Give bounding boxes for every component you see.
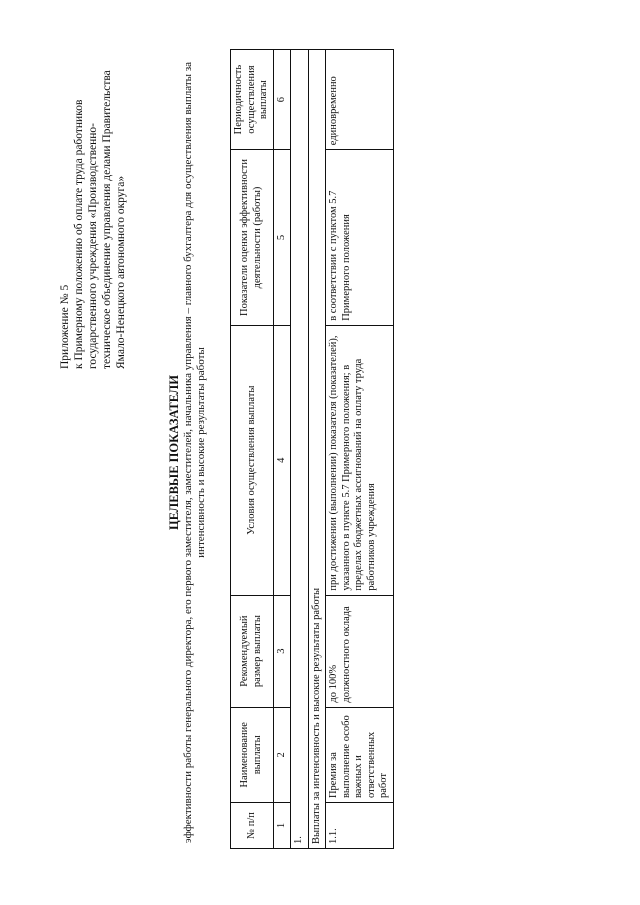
column-number: 2 [273, 707, 291, 802]
column-number: 1 [273, 803, 291, 849]
row-size: до 100% должностного оклада [326, 595, 394, 707]
header-indicators: Показатели оценки эффективности деятельности (работы) [231, 150, 274, 326]
document-subtitle: эффективности работы генерального директора, его первого заместителя, заместителей, начальника управления – главного бухгалтера для осуществления выплаты за интенсивность и высокие результаты работы [182, 61, 207, 844]
table-header-row [231, 50, 274, 849]
appendix-block [58, 69, 128, 369]
row-conditions: при достижении (выполнении) показателя (показателей), указанного в пункте 5.7 Примерного положения; в пределах бюджетных ассигнований на оплату труда работников учреждения [326, 325, 394, 595]
table-row [326, 50, 394, 849]
section-title: Выплаты за интенсивность и высокие результаты работы [308, 50, 326, 849]
section-title-row [308, 50, 326, 849]
document-heading [168, 60, 208, 845]
section-row [291, 50, 309, 849]
column-number-row [273, 50, 291, 849]
header-number: № п/п [231, 803, 274, 849]
appendix-number: Приложение № 5 [59, 284, 71, 369]
appendix-text: к Примерному положению об оплате труда работников государственного учреждения «Производственно-техническое объединение управления делами Правительства Ямало-Ненецкого автономного округа» [73, 70, 127, 369]
document-title: ЦЕЛЕВЫЕ ПОКАЗАТЕЛИ [167, 375, 181, 530]
column-number: 5 [273, 150, 291, 326]
column-number: 4 [273, 325, 291, 595]
header-size: Рекомендуемый размер выплаты [231, 595, 274, 707]
column-number: 3 [273, 595, 291, 707]
header-name: Наименование выплаты [231, 707, 274, 802]
header-conditions: Условия осуществления выплаты [231, 325, 274, 595]
row-number: 1.1. [326, 803, 394, 849]
row-periodicity: единовременно [326, 50, 394, 150]
section-number: 1. [291, 50, 309, 849]
row-indicators: в соответствии с пунктом 5.7 Примерного положения [326, 150, 394, 326]
column-number: 6 [273, 50, 291, 150]
row-name: Премия за выполнение особо важных и ответственных работ [326, 707, 394, 802]
indicators-table [230, 49, 394, 849]
header-periodicity: Периодичность осуществления выплаты [231, 50, 274, 150]
